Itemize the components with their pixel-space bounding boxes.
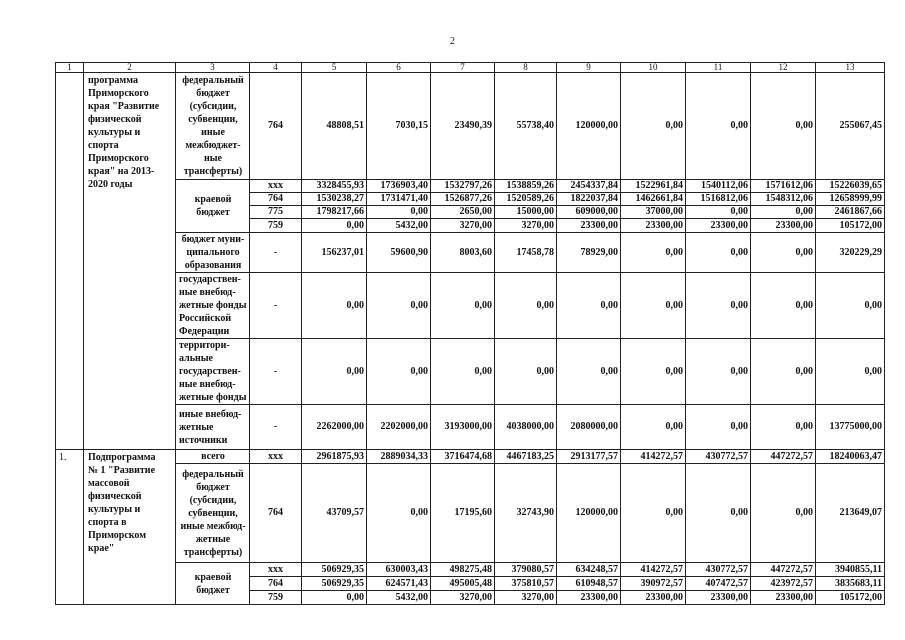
amount-cell: 0,00 (686, 233, 751, 273)
amount-cell: 1822037,84 (557, 193, 621, 206)
amount-cell: 0,00 (302, 219, 367, 233)
amount-cell: 7030,15 (367, 73, 431, 180)
amount-cell: 1516812,06 (686, 193, 751, 206)
amount-cell: 15226039,65 (816, 180, 885, 193)
amount-cell: 3193000,00 (431, 405, 495, 450)
amount-cell: 624571,43 (367, 577, 431, 591)
table-row (56, 450, 885, 464)
amount-cell: 23300,00 (686, 219, 751, 233)
column-number-cell: 6 (367, 63, 431, 73)
funding-source-cell: федеральный бюджет (субсидии, субвенции, иные межбюд- жетные трансферты) (176, 464, 250, 563)
amount-cell: 1520589,26 (495, 193, 557, 206)
amount-cell: 0,00 (751, 73, 816, 180)
amount-cell: 5432,00 (367, 219, 431, 233)
amount-cell: 15000,00 (495, 206, 557, 219)
amount-cell: 414272,57 (621, 563, 686, 577)
funding-source-cell: государствен- ные внебюд- жетные фонды Российской Федерации (176, 273, 250, 339)
budget-code-cell: 764 (250, 73, 302, 180)
table-row (56, 180, 885, 193)
amount-cell: 0,00 (495, 273, 557, 339)
amount-cell: 23490,39 (431, 73, 495, 180)
amount-cell: 120000,00 (557, 73, 621, 180)
amount-cell: 634248,57 (557, 563, 621, 577)
budget-code-cell: 764 (250, 193, 302, 206)
amount-cell: 23300,00 (557, 591, 621, 605)
funding-source-cell: бюджет муни- ципального образования (176, 233, 250, 273)
table-row (56, 73, 885, 180)
column-number-cell: 4 (250, 63, 302, 73)
amount-cell: 23300,00 (557, 219, 621, 233)
amount-cell: 5432,00 (367, 591, 431, 605)
table-body (56, 63, 885, 605)
amount-cell: 495005,48 (431, 577, 495, 591)
amount-cell: 2650,00 (431, 206, 495, 219)
budget-code-cell: - (250, 233, 302, 273)
amount-cell: 2080000,00 (557, 405, 621, 450)
amount-cell: 8003,60 (431, 233, 495, 273)
amount-cell: 3270,00 (495, 591, 557, 605)
amount-cell: 407472,57 (686, 577, 751, 591)
amount-cell: 1522961,84 (621, 180, 686, 193)
amount-cell: 0,00 (621, 339, 686, 405)
amount-cell: 23300,00 (751, 591, 816, 605)
amount-cell: 23300,00 (621, 591, 686, 605)
amount-cell: 12658999,99 (816, 193, 885, 206)
amount-cell: 78929,00 (557, 233, 621, 273)
amount-cell: 0,00 (751, 464, 816, 563)
table-row (56, 464, 885, 563)
column-number-cell: 12 (751, 63, 816, 73)
amount-cell: 0,00 (431, 339, 495, 405)
amount-cell: 2262000,00 (302, 405, 367, 450)
amount-cell: 3270,00 (431, 219, 495, 233)
amount-cell: 105172,00 (816, 591, 885, 605)
amount-cell: 2961875,93 (302, 450, 367, 464)
amount-cell: 0,00 (367, 339, 431, 405)
amount-cell: 1731471,40 (367, 193, 431, 206)
amount-cell: 1548312,06 (751, 193, 816, 206)
amount-cell: 630003,43 (367, 563, 431, 577)
amount-cell: 0,00 (686, 339, 751, 405)
funding-source-cell: территори- альные государствен- ные внебюд- жетные фонды (176, 339, 250, 405)
amount-cell: 0,00 (495, 339, 557, 405)
amount-cell: 1798217,66 (302, 206, 367, 219)
funding-source-cell: краевой бюджет (176, 180, 250, 233)
funding-source-cell: иные внебюд- жетные источники (176, 405, 250, 450)
budget-code-cell: - (250, 339, 302, 405)
amount-cell: 1540112,06 (686, 180, 751, 193)
amount-cell: 506929,35 (302, 577, 367, 591)
amount-cell: 0,00 (367, 273, 431, 339)
budget-code-cell: 759 (250, 591, 302, 605)
amount-cell: 43709,57 (302, 464, 367, 563)
amount-cell: 0,00 (816, 339, 885, 405)
amount-cell: 0,00 (751, 206, 816, 219)
budget-code-cell: xxx (250, 563, 302, 577)
amount-cell: 48808,51 (302, 73, 367, 180)
amount-cell: 2454337,84 (557, 180, 621, 193)
amount-cell: 213649,07 (816, 464, 885, 563)
budget-table (55, 62, 885, 605)
amount-cell: 0,00 (557, 273, 621, 339)
amount-cell: 0,00 (367, 206, 431, 219)
amount-cell: 447272,57 (751, 450, 816, 464)
amount-cell: 255067,45 (816, 73, 885, 180)
amount-cell: 2913177,57 (557, 450, 621, 464)
budget-code-cell: - (250, 405, 302, 450)
amount-cell: 3270,00 (431, 591, 495, 605)
amount-cell: 0,00 (686, 206, 751, 219)
amount-cell: 609000,00 (557, 206, 621, 219)
amount-cell: 0,00 (686, 464, 751, 563)
amount-cell: 37000,00 (621, 206, 686, 219)
row-number-cell: 1. (56, 450, 84, 605)
budget-code-cell: - (250, 273, 302, 339)
amount-cell: 0,00 (686, 273, 751, 339)
table-row (56, 563, 885, 577)
amount-cell: 1462661,84 (621, 193, 686, 206)
amount-cell: 0,00 (621, 73, 686, 180)
amount-cell: 32743,90 (495, 464, 557, 563)
amount-cell: 0,00 (621, 464, 686, 563)
funding-source-cell: федеральный бюджет (субсидии, субвенции, иные межбюджет- ные трансферты) (176, 73, 250, 180)
amount-cell: 430772,57 (686, 450, 751, 464)
budget-code-cell: xxx (250, 450, 302, 464)
amount-cell: 23300,00 (621, 219, 686, 233)
amount-cell: 13775000,00 (816, 405, 885, 450)
amount-cell: 120000,00 (557, 464, 621, 563)
column-number-cell: 10 (621, 63, 686, 73)
program-name-cell: программа Приморского края "Развитие физической культуры и спорта Приморского края" на 2013- 2020 годы (84, 73, 176, 450)
page-number: 2 (450, 36, 455, 47)
amount-cell: 23300,00 (686, 591, 751, 605)
column-number-cell: 5 (302, 63, 367, 73)
table-row (56, 339, 885, 405)
amount-cell: 0,00 (302, 339, 367, 405)
column-number-cell: 11 (686, 63, 751, 73)
amount-cell: 3940855,11 (816, 563, 885, 577)
amount-cell: 375810,57 (495, 577, 557, 591)
amount-cell: 0,00 (751, 233, 816, 273)
budget-code-cell: 764 (250, 464, 302, 563)
amount-cell: 59600,90 (367, 233, 431, 273)
amount-cell: 17195,60 (431, 464, 495, 563)
amount-cell: 390972,57 (621, 577, 686, 591)
column-number-cell: 2 (84, 63, 176, 73)
amount-cell: 105172,00 (816, 219, 885, 233)
amount-cell: 18240063,47 (816, 450, 885, 464)
amount-cell: 2202000,00 (367, 405, 431, 450)
amount-cell: 430772,57 (686, 563, 751, 577)
amount-cell: 0,00 (367, 464, 431, 563)
amount-cell: 1538859,26 (495, 180, 557, 193)
amount-cell: 610948,57 (557, 577, 621, 591)
amount-cell: 3270,00 (495, 219, 557, 233)
amount-cell: 156237,01 (302, 233, 367, 273)
amount-cell: 0,00 (686, 73, 751, 180)
amount-cell: 379080,57 (495, 563, 557, 577)
amount-cell: 1736903,40 (367, 180, 431, 193)
amount-cell: 2461867,66 (816, 206, 885, 219)
amount-cell: 0,00 (302, 591, 367, 605)
amount-cell: 1526877,26 (431, 193, 495, 206)
column-number-cell: 13 (816, 63, 885, 73)
budget-code-cell: 759 (250, 219, 302, 233)
budget-code-cell: 764 (250, 577, 302, 591)
table-row (56, 405, 885, 450)
amount-cell: 423972,57 (751, 577, 816, 591)
table-row (56, 273, 885, 339)
amount-cell: 0,00 (751, 405, 816, 450)
amount-cell: 498275,48 (431, 563, 495, 577)
amount-cell: 0,00 (302, 273, 367, 339)
amount-cell: 0,00 (621, 273, 686, 339)
program-name-cell: Подпрограмма № 1 "Развитие массовой физической культуры и спорта в Приморском крае" (84, 450, 176, 605)
amount-cell: 1530238,27 (302, 193, 367, 206)
row-number-cell (56, 73, 84, 450)
amount-cell: 447272,57 (751, 563, 816, 577)
amount-cell: 2889034,33 (367, 450, 431, 464)
amount-cell: 0,00 (751, 273, 816, 339)
table-row (56, 233, 885, 273)
amount-cell: 55738,40 (495, 73, 557, 180)
amount-cell: 0,00 (686, 405, 751, 450)
amount-cell: 4467183,25 (495, 450, 557, 464)
column-number-cell: 1 (56, 63, 84, 73)
column-number-cell: 8 (495, 63, 557, 73)
amount-cell: 4038000,00 (495, 405, 557, 450)
amount-cell: 3835683,11 (816, 577, 885, 591)
amount-cell: 0,00 (431, 273, 495, 339)
amount-cell: 414272,57 (621, 450, 686, 464)
amount-cell: 0,00 (557, 339, 621, 405)
amount-cell: 0,00 (816, 273, 885, 339)
amount-cell: 17458,78 (495, 233, 557, 273)
amount-cell: 0,00 (751, 339, 816, 405)
amount-cell: 3716474,68 (431, 450, 495, 464)
funding-source-cell: краевой бюджет (176, 563, 250, 605)
amount-cell: 23300,00 (751, 219, 816, 233)
header-row (56, 63, 885, 73)
column-number-cell: 3 (176, 63, 250, 73)
column-number-cell: 9 (557, 63, 621, 73)
funding-source-cell: всего (176, 450, 250, 464)
amount-cell: 3328455,93 (302, 180, 367, 193)
amount-cell: 1571612,06 (751, 180, 816, 193)
amount-cell: 320229,29 (816, 233, 885, 273)
amount-cell: 1532797,26 (431, 180, 495, 193)
amount-cell: 0,00 (621, 233, 686, 273)
amount-cell: 0,00 (621, 405, 686, 450)
column-number-cell: 7 (431, 63, 495, 73)
budget-code-cell: 775 (250, 206, 302, 219)
amount-cell: 506929,35 (302, 563, 367, 577)
budget-code-cell: xxx (250, 180, 302, 193)
